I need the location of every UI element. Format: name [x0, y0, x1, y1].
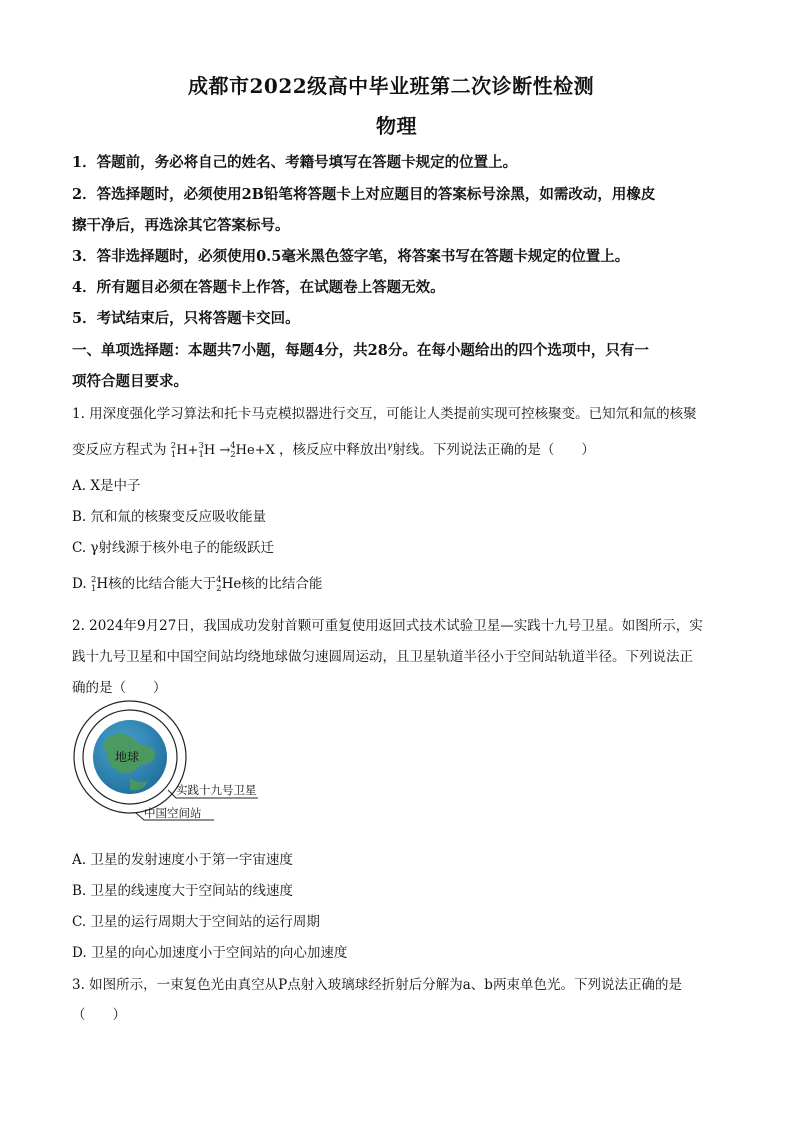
- instruction-2: 2．答选择题时，必须使用2B铅笔将答题卡上对应题目的答案标号涂黑，如需改动，用橡皮: [72, 186, 656, 203]
- q1-stem-line2: [72, 438, 595, 460]
- q1-option-a: A. X是中子: [72, 478, 141, 494]
- satellite-label: 实践十九号卫星: [176, 783, 257, 797]
- gamma-symbol: γ: [386, 441, 393, 452]
- instruction-1: 1．答题前，务必将自己的姓名、考籍号填写在答题卡规定的位置上。: [72, 154, 518, 171]
- q1-option-c: C. γ射线源于核外电子的能级跃迁: [72, 540, 274, 556]
- q1-stem-pre: 变反应方程式为: [72, 442, 167, 458]
- q3-stem-line1: 3. 如图所示，一束复色光由真空从P点射入玻璃球经折射后分解为a、b两束单色光。下列说法正确的是: [72, 977, 682, 993]
- earth-label: 地球: [115, 750, 140, 764]
- q2-stem-line3: 确的是（ ）: [72, 680, 167, 696]
- station-label: 中国空间站: [144, 806, 202, 820]
- q2-option-b: B. 卫星的线速度大于空间站的线速度: [72, 883, 294, 899]
- q1-option-d: D. 2 1H核的比结合能大于4 2He核的比结合能: [72, 574, 323, 594]
- q2-stem-line2: 践十九号卫星和中国空间站均绕地球做匀速圆周运动，且卫星轨道半径小于空间站轨道半径。下列说法正: [72, 649, 693, 665]
- q1-option-d-label: D.: [72, 576, 87, 592]
- q3-stem-line2: （ ）: [72, 1007, 126, 1023]
- instruction-3: 3．答非选择题时，必须使用0.5毫米黑色签字笔，将答案书写在答题卡规定的位置上。: [72, 248, 630, 265]
- q2-option-a: A. 卫星的发射速度小于第一宇宙速度: [72, 852, 293, 868]
- q2-option-d: D. 卫星的向心加速度小于空间站的向心加速度: [72, 945, 348, 961]
- instruction-2-cont: 擦干净后，再选涂其它答案标号。: [72, 217, 290, 234]
- q1-option-d-post: 核的比结合能: [241, 576, 323, 592]
- section-heading-line1: 一、单项选择题：本题共7小题，每题4分，共28分。在每小题给出的四个选项中，只有一: [72, 342, 649, 359]
- fusion-equation: 2 1H+3 1H →4 2He+X: [170, 440, 279, 460]
- subject-title: 物理: [376, 114, 417, 138]
- q1-option-b: B. 氘和氚的核聚变反应吸收能量: [72, 509, 267, 525]
- q1-stem-post: ，核反应中释放出: [278, 442, 387, 458]
- section-heading-line2: 项符合题目要求。: [72, 373, 188, 390]
- orbit-figure: [68, 700, 278, 835]
- q1-stem-line1: 1. 用深度强化学习算法和托卡马克模拟器进行交互，可能让人类提前实现可控核聚变。已知氘和氚的核聚: [72, 406, 697, 422]
- instruction-5: 5．考试结束后，只将答题卡交回。: [72, 310, 300, 327]
- q1-stem-end: 射线。下列说法正确的是（ ）: [392, 442, 595, 458]
- q1-option-d-mid: 核的比结合能大于: [108, 576, 217, 592]
- q2-stem-line1: 2. 2024年9月27日，我国成功发射首颗可重复使用返回式技术试验卫星—实践十九号卫星。如图所示，实: [72, 618, 703, 634]
- exam-title: 成都市2022级高中毕业班第二次诊断性检测: [188, 74, 595, 98]
- q2-option-c: C. 卫星的运行周期大于空间站的运行周期: [72, 914, 320, 930]
- instruction-4: 4．所有题目必须在答题卡上作答，在试题卷上答题无效。: [72, 279, 445, 296]
